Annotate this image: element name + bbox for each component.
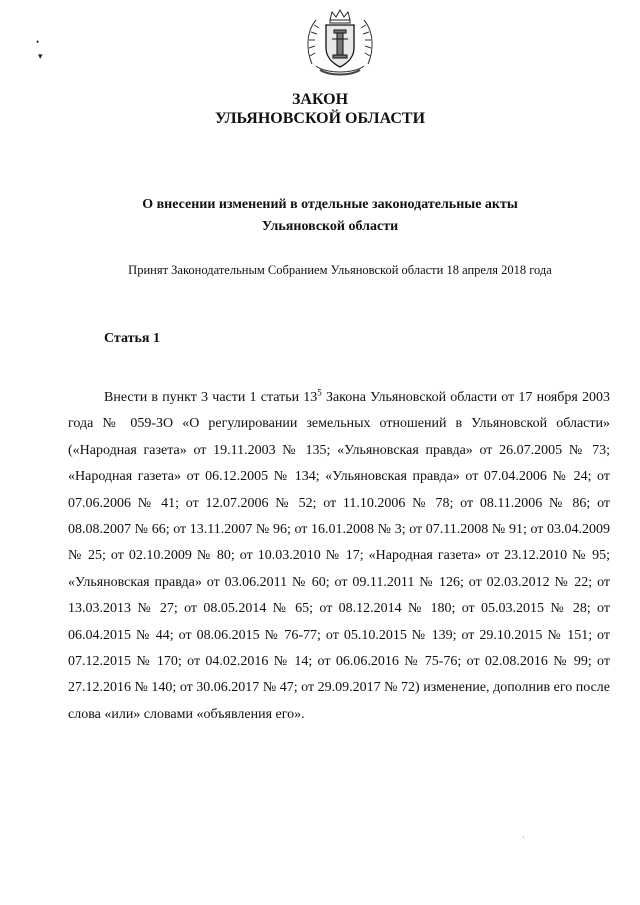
article-text-part-1: Внести в пункт 3 части 1 статьи 13 xyxy=(104,390,318,405)
region-name: УЛЬЯНОВСКОЙ ОБЛАСТИ xyxy=(214,110,426,127)
scan-artifact: • xyxy=(36,37,40,47)
scan-artifact: ▾ xyxy=(38,51,43,61)
law-title-line-2: Ульяновской области xyxy=(261,219,399,234)
article-superscript: 5 xyxy=(317,387,322,398)
ulyanovsk-coat-of-arms-icon xyxy=(302,6,378,80)
article-text-part-2: Закона Ульяновской области от 17 ноября 2003 года № 059-ЗО «О регулировании земельных отношений в Ульяновской области» («Народная газета» от 19.11.2003 № 135; «Ульяновская правда» от 26.07.2005 № 73; «Народная газета» от 06.12.2005 № 134; «Ульяновская правда» от 07.04.2006 № 24; от 07.06.2006 № 41; от 12.07.2006 № 52; от 11.10.2006 № 78; от 08.11.2006 № 86; от 08.08.2007 № 66; от 13.11.2007 № 96; от 16.01.2008 № 3; от 07.11.2008 № 91; от 03.04.2009 № 25; от 02.10.2009 № 80; от 10.03.2010 № 17; «Народная газета» от 23.12.2010 № 95; «Ульяновская правда» от 03.06.2011 № 60; от 09.11.2011 № 126; от 02.03.2012 № 22; от 13.03.2013 № 27; от 08.05.2014 № 65; от 08.12.2014 № 180; от 05.03.2015 № 28; от 06.04.2015 № 44; от 08.06.2015 № 76-77; от 05.10.2015 № 139; от 29.10.2015 № 151; от 07.12.2015 № 170; от 04.02.2016 № 14; от 06.06.2016 № 75-76; от 02.08.2016 № 99; от 27.12.2016 № 140; от 30.06.2017 № 47; от 29.09.2017 № 72) изменение, дополнив его после слова «или» словами «объявления его». xyxy=(68,390,610,722)
adoption-note: Принят Законодательным Собранием Ульяновской области 18 апреля 2018 года xyxy=(128,263,552,277)
article-heading: Статья 1 xyxy=(104,331,160,346)
law-label: ЗАКОН xyxy=(291,91,349,108)
scan-dot: · xyxy=(522,833,525,842)
article-body xyxy=(68,385,610,728)
law-title-line-1: О внесении изменений в отдельные законодательные акты xyxy=(142,197,518,212)
